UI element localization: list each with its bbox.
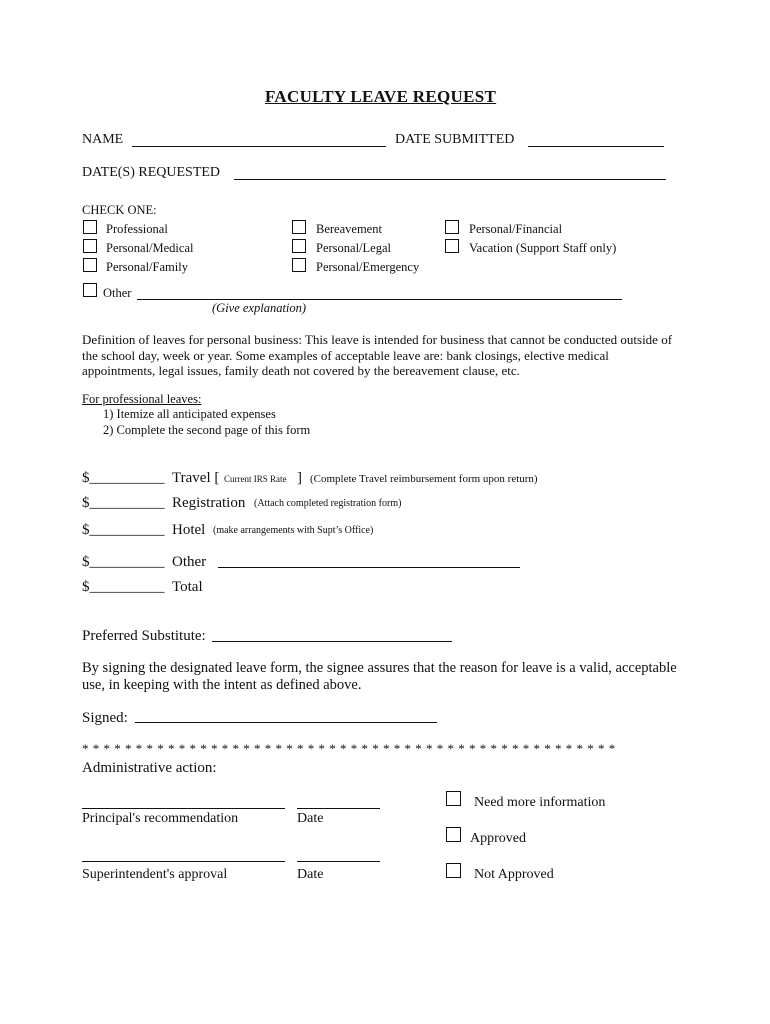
checkbox-personal-family[interactable] <box>83 258 97 272</box>
option-approved: Approved <box>470 831 526 846</box>
checkbox-personal-emergency[interactable] <box>292 258 306 272</box>
other-expense-label: Other <box>172 554 207 570</box>
superintendent-signature-field[interactable] <box>82 861 285 862</box>
option-personal-legal: Personal/Legal <box>316 241 391 255</box>
admin-heading: Administrative action: <box>82 760 217 776</box>
registration-amount-field[interactable]: $__________ <box>82 495 165 511</box>
hotel-label: Hotel <box>172 522 206 538</box>
travel-amount-field[interactable]: $__________ <box>82 470 165 486</box>
other-amount-field[interactable]: $__________ <box>82 554 165 570</box>
checkbox-personal-financial[interactable] <box>445 220 459 234</box>
professional-item-2: 2) Complete the second page of this form <box>103 423 311 437</box>
option-personal-financial: Personal/Financial <box>469 222 563 236</box>
name-label: NAME <box>82 132 124 147</box>
option-professional: Professional <box>106 222 168 236</box>
name-field[interactable] <box>132 146 386 147</box>
principal-signature-field[interactable] <box>82 808 285 809</box>
travel-bracket: ] <box>297 470 302 486</box>
travel-note: (Complete Travel reimbursement form upon return) <box>310 473 538 485</box>
professional-item-1: 1) Itemize all anticipated expenses <box>103 407 276 421</box>
hotel-note: (make arrangements with Supt’s Office) <box>213 525 374 536</box>
check-one-label: CHECK ONE: <box>82 203 157 217</box>
dates-requested-label: DATE(S) REQUESTED <box>82 165 221 180</box>
assurance-paragraph: By signing the designated leave form, the signee assures that the reason for leave is a valid, acceptable use, in keeping with the intent as defined above. <box>82 660 677 693</box>
travel-label: Travel [ <box>172 470 220 486</box>
registration-label: Registration <box>172 495 246 511</box>
other-explanation-field[interactable] <box>137 299 622 300</box>
option-personal-emergency: Personal/Emergency <box>316 260 420 274</box>
separator: * * * * * * * * * * * * * * * * * * * * * * * * * * * * * * * * * * * * * * * * * * * * * * * * * * <box>82 741 616 756</box>
checkbox-not-approved[interactable] <box>446 863 461 878</box>
signature-field[interactable] <box>135 722 437 723</box>
option-personal-family: Personal/Family <box>106 260 188 274</box>
principal-date-label: Date <box>297 811 324 826</box>
give-explanation-hint: (Give explanation) <box>212 301 307 315</box>
option-personal-medical: Personal/Medical <box>106 241 194 255</box>
checkbox-approved[interactable] <box>446 827 461 842</box>
option-bereavement: Bereavement <box>316 222 382 236</box>
dates-requested-field[interactable] <box>234 179 666 180</box>
superintendent-label: Superintendent's approval <box>82 867 228 882</box>
date-submitted-label: DATE SUBMITTED <box>395 132 515 147</box>
preferred-substitute-label: Preferred Substitute: <box>82 628 206 644</box>
checkbox-need-more-info[interactable] <box>446 791 461 806</box>
preferred-substitute-field[interactable] <box>212 641 452 642</box>
checkbox-vacation[interactable] <box>445 239 459 253</box>
checkbox-personal-medical[interactable] <box>83 239 97 253</box>
checkbox-personal-legal[interactable] <box>292 239 306 253</box>
checkbox-professional[interactable] <box>83 220 97 234</box>
definition-paragraph: Definition of leaves for personal business: This leave is intended for business that cannot be conducted outside of the school day, week or year. Some examples of acceptable leave are: bank closings, elective medical appointments, legal issues, family death not covered by the bereavement clause, etc. <box>82 332 673 378</box>
signed-label: Signed: <box>82 710 128 726</box>
hotel-amount-field[interactable]: $__________ <box>82 522 165 538</box>
travel-rate: Current IRS Rate <box>224 474 287 484</box>
principal-date-field[interactable] <box>297 808 380 809</box>
option-other: Other <box>103 286 132 300</box>
checkbox-other[interactable] <box>83 283 97 297</box>
form-title: FACULTY LEAVE REQUEST <box>265 87 497 106</box>
professional-heading: For professional leaves: <box>82 392 202 406</box>
superintendent-date-field[interactable] <box>297 861 380 862</box>
principal-label: Principal's recommendation <box>82 811 239 826</box>
date-submitted-field[interactable] <box>528 146 664 147</box>
other-expense-field[interactable] <box>218 567 520 568</box>
total-label: Total <box>172 579 203 595</box>
checkbox-bereavement[interactable] <box>292 220 306 234</box>
option-need-more-info: Need more information <box>474 795 606 810</box>
superintendent-date-label: Date <box>297 867 324 882</box>
registration-note: (Attach completed registration form) <box>254 498 402 509</box>
total-amount-field[interactable]: $__________ <box>82 579 165 595</box>
option-vacation: Vacation (Support Staff only) <box>469 241 617 255</box>
option-not-approved: Not Approved <box>474 867 554 882</box>
